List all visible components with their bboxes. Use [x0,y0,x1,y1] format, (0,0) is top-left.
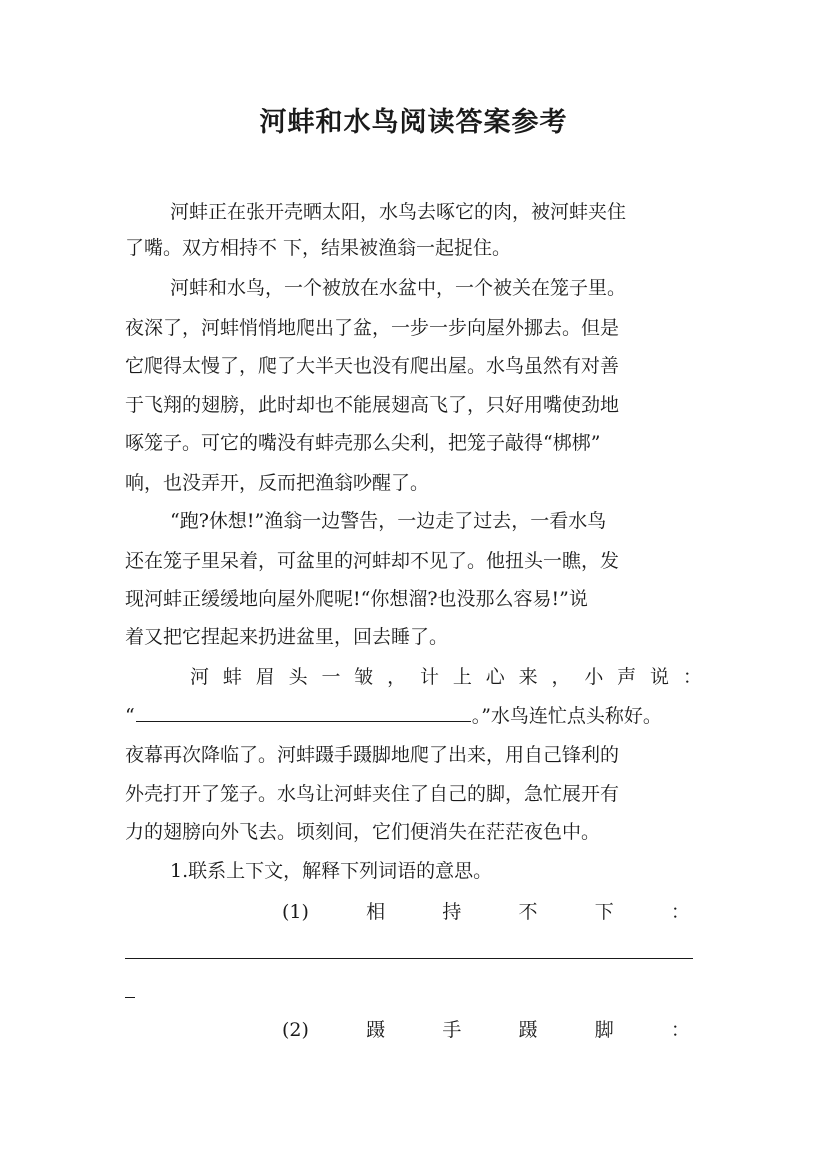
text-line: 它爬得太慢了，爬了大半天也没有爬出屋。水鸟虽然有对善 [125,355,620,377]
char: 小 [584,666,604,688]
text-line: 夜幕再次降临了。河蚌蹑手蹑脚地爬了出来，用自己锋利的 [125,744,620,766]
answer-blank [136,703,471,722]
question-2-term [282,1016,690,1044]
text-line: 啄笼子。可它的嘴没有蚌壳那么尖利，把笼子敲得“梆梆” [125,432,601,454]
char: 计 [420,666,440,688]
text-line: 夜深了，河蚌悄悄地爬出了盆，一步一步向屋外挪去。但是 [125,317,620,339]
text-line: 河蚌和水鸟，一个被放在水盆中，一个被关在笼子里。 [170,277,627,299]
text-line: 力的翅膀向外飞去。顷刻间，它们便消失在茫茫夜色中。 [125,821,601,843]
char: ， [551,666,571,688]
question-1-term [282,898,690,926]
q-number: (2) [282,1019,309,1041]
char: 声 [617,666,637,688]
char: 下 [594,901,614,923]
text-line: “跑?休想!”渔翁一边警告，一边走了过去，一看水鸟 [170,510,607,532]
quote-tail: 。”水鸟连忙点头称好。 [471,705,662,727]
char: 来 [518,666,538,688]
char: ， [387,666,407,688]
text-line: 还在笼子里呆着，可盆里的河蚌却不见了。他扭头一瞧，发 [125,550,620,572]
question-prompt: 1.联系上下文，解释下列词语的意思。 [170,860,493,882]
char: 皱 [354,666,374,688]
text-line: 现河蚌正缓缓地向屋外爬呢!“你想溜?也没那么容易!”说 [125,588,588,610]
char: 手 [442,1019,462,1041]
char: ： [670,901,690,923]
char: ： [682,666,702,688]
char: 蚌 [222,666,242,688]
char: 说 [650,666,670,688]
char: 脚 [594,1019,614,1041]
char: 上 [452,666,472,688]
char: 眉 [255,666,275,688]
q-number: (1) [282,901,309,923]
text-line: 响，也没弄开，反而把渔翁吵醒了。 [125,472,430,494]
text-line-spaced [190,663,702,691]
char: 不 [518,901,538,923]
char: 一 [321,666,341,688]
char: 持 [442,901,462,923]
answer-line [125,958,693,959]
open-quote: “ [125,705,135,727]
char: 头 [288,666,308,688]
document-title: 河蚌和水鸟阅读答案参考 [259,107,568,138]
char: ： [670,1019,690,1041]
answer-line-tail [125,997,135,998]
char: 河 [190,666,210,688]
char: 心 [485,666,505,688]
text-line: 了嘴。双方相持不 下，结果被渔翁一起捉住。 [125,237,512,259]
text-line-with-blank [125,702,662,730]
text-line: 于飞翔的翅膀，此时却也不能展翅高飞了，只好用嘴使劲地 [125,394,620,416]
char: 蹑 [366,1019,386,1041]
text-line: 外壳打开了笼子。水鸟让河蚌夹住了自己的脚，急忙展开有 [125,783,620,805]
char: 蹑 [518,1019,538,1041]
char: 相 [366,901,386,923]
text-line: 河蚌正在张开壳晒太阳，水鸟去啄它的肉，被河蚌夹住 [170,201,627,223]
text-line: 着又把它捏起来扔进盆里，回去睡了。 [125,626,449,648]
